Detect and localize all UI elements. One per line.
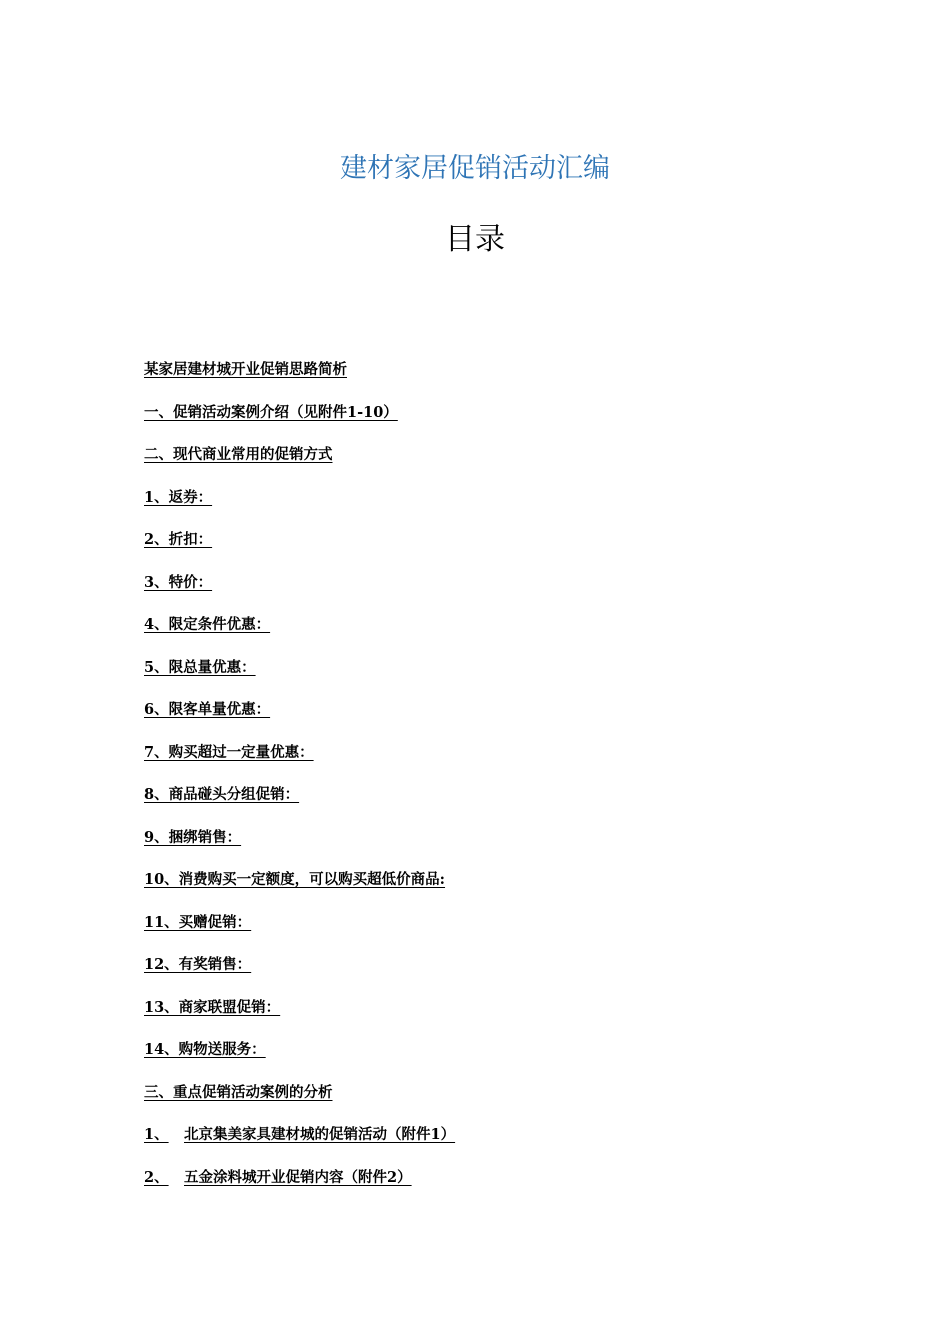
toc-entry[interactable]	[144, 571, 844, 614]
toc-entry-text[interactable]: 北京集美家具建材城的促销活动（附件1）	[184, 1126, 456, 1143]
toc-entry-text[interactable]: 8、商品碰头分组促销：	[144, 786, 300, 803]
toc-entry-text[interactable]: 三、重点促销活动案例的分析	[144, 1083, 333, 1101]
toc-entry-text[interactable]: 12、有奖销售：	[144, 956, 252, 973]
toc-entry-text[interactable]: 9、捆绑销售：	[144, 828, 242, 846]
toc-entry[interactable]	[144, 401, 844, 444]
toc-entry[interactable]	[144, 996, 844, 1039]
toc-entry[interactable]	[144, 443, 844, 486]
toc-entry[interactable]	[144, 486, 844, 529]
toc-entry[interactable]	[144, 613, 844, 656]
toc-entry-text[interactable]: 14、购物送服务：	[144, 1041, 266, 1058]
toc-entry[interactable]	[144, 1123, 844, 1166]
toc-entry-text[interactable]: 5、限总量优惠：	[144, 658, 256, 676]
toc-entry[interactable]	[144, 1081, 844, 1124]
toc-entry-text[interactable]: 2、折扣：	[144, 531, 213, 548]
toc-entry[interactable]	[144, 656, 844, 699]
toc-entry-text[interactable]: 11、买赠促销：	[144, 913, 252, 931]
toc-entry[interactable]	[144, 698, 844, 741]
toc-entry-text[interactable]: 13、商家联盟促销：	[144, 998, 281, 1016]
toc-heading: 目录	[445, 222, 505, 257]
toc-entry-number[interactable]: 1、	[144, 1126, 169, 1143]
toc-entry-text[interactable]: 7、购买超过一定量优惠：	[144, 743, 314, 761]
toc-entry-text[interactable]: 某家居建材城开业促销思路简析	[144, 361, 347, 378]
toc-entry[interactable]	[144, 826, 844, 869]
toc-entry-number[interactable]: 2、	[144, 1168, 169, 1186]
toc-entry[interactable]	[144, 783, 844, 826]
toc-entry-text[interactable]: 1、返券：	[144, 488, 213, 506]
toc-entry[interactable]	[144, 953, 844, 996]
toc-entry[interactable]	[144, 528, 844, 571]
toc-entry[interactable]	[144, 741, 844, 784]
toc-entry-text[interactable]: 6、限客单量优惠：	[144, 701, 271, 718]
toc-entry[interactable]	[144, 868, 844, 911]
toc-entry-text[interactable]: 10、消费购买一定额度，可以购买超低价商品:	[144, 871, 446, 888]
toc-entry[interactable]	[144, 911, 844, 954]
toc-entry-text[interactable]: 二、现代商业常用的促销方式	[144, 446, 333, 463]
toc-entry[interactable]	[144, 358, 844, 401]
toc-entry-text[interactable]: 一、促销活动案例介绍（见附件1-10）	[144, 403, 398, 421]
toc-entry[interactable]	[144, 1038, 844, 1081]
document-title: 建材家居促销活动汇编	[340, 153, 610, 184]
toc-entry-text[interactable]: 3、特价：	[144, 573, 213, 591]
toc-entry-text[interactable]: 五金涂料城开业促销内容（附件2）	[184, 1168, 412, 1186]
table-of-contents	[144, 358, 844, 1208]
toc-entry[interactable]	[144, 1166, 844, 1209]
toc-entry-text[interactable]: 4、限定条件优惠：	[144, 616, 271, 633]
